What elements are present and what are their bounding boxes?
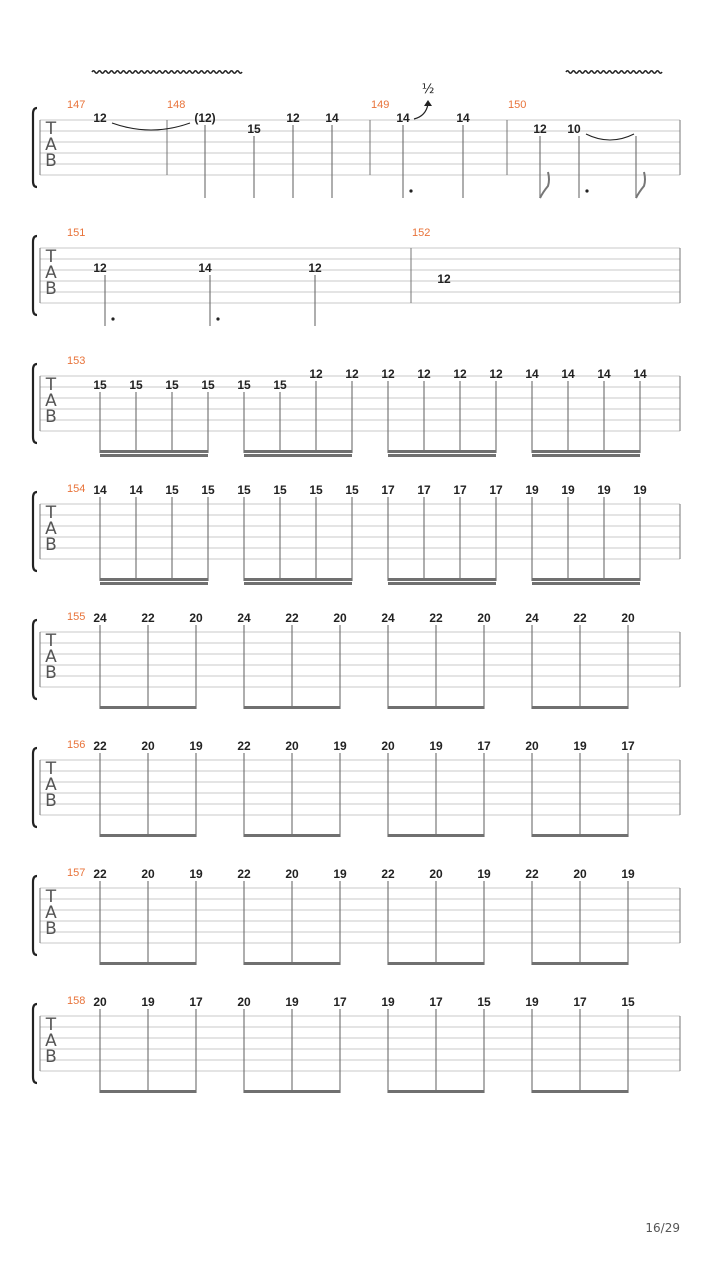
fret-number: 19 [333, 867, 347, 881]
system-bracket [33, 748, 37, 827]
fret-number: 20 [573, 867, 587, 881]
note-flag [540, 172, 549, 198]
fret-number: 17 [453, 483, 467, 497]
fret-number: 19 [633, 483, 647, 497]
fret-number: 12 [308, 261, 322, 275]
tab-clef-t: T [45, 247, 57, 267]
beam [100, 962, 196, 965]
fret-number: 22 [573, 611, 587, 625]
beam [100, 450, 208, 453]
fret-number: 24 [93, 611, 107, 625]
fret-number: 19 [429, 739, 443, 753]
fret-number: 19 [189, 739, 203, 753]
beam [244, 578, 352, 581]
measure-number: 156 [67, 739, 86, 751]
beam-secondary [100, 454, 208, 457]
beam-secondary [244, 454, 352, 457]
beam [388, 834, 484, 837]
augmentation-dot [216, 317, 219, 320]
fret-number: 17 [477, 739, 491, 753]
fret-number: 17 [417, 483, 431, 497]
tab-clef-a: A [45, 775, 57, 795]
fret-number: 14 [396, 111, 410, 125]
measure-number: 150 [508, 99, 527, 111]
fret-number: 15 [129, 378, 143, 392]
beam [244, 962, 340, 965]
measure-number: 158 [67, 995, 86, 1007]
fret-number: 19 [525, 483, 539, 497]
fret-number: 24 [525, 611, 539, 625]
measure-number: 151 [67, 227, 86, 239]
beam [100, 834, 196, 837]
fret-number: 22 [525, 867, 539, 881]
fret-number: 12 [93, 111, 107, 125]
fret-number: 19 [333, 739, 347, 753]
fret-number: 22 [285, 611, 299, 625]
page-number: 16/29 [645, 1221, 680, 1235]
fret-number: 20 [333, 611, 347, 625]
beam [388, 450, 496, 453]
fret-number: 17 [381, 483, 395, 497]
system-bracket [33, 1004, 37, 1083]
fret-number: 22 [93, 739, 107, 753]
tie-arc [586, 134, 634, 140]
augmentation-dot [409, 189, 412, 192]
fret-number: 19 [285, 995, 299, 1009]
note-flag [636, 172, 645, 198]
fret-number: 12 [533, 122, 547, 136]
fret-number: 15 [345, 483, 359, 497]
fret-number: 22 [429, 611, 443, 625]
beam-secondary [388, 582, 496, 585]
beam-secondary [388, 454, 496, 457]
measure-number: 147 [67, 99, 86, 111]
fret-number: 19 [381, 995, 395, 1009]
beam-secondary [532, 454, 640, 457]
tab-clef-a: A [45, 263, 57, 283]
fret-number: 14 [93, 483, 107, 497]
fret-number: 15 [165, 378, 179, 392]
bend-arrowhead [424, 100, 432, 106]
fret-number: 10 [567, 122, 581, 136]
tab-clef-b: B [45, 919, 57, 939]
fret-number: 20 [477, 611, 491, 625]
fret-number: 12 [417, 367, 431, 381]
tab-clef-b: B [45, 535, 57, 555]
beam [388, 706, 484, 709]
tab-clef-a: A [45, 519, 57, 539]
fret-number: 15 [247, 122, 261, 136]
fret-number: 15 [165, 483, 179, 497]
beam [532, 1090, 628, 1093]
beam [244, 450, 352, 453]
beam [244, 834, 340, 837]
fret-number: 17 [189, 995, 203, 1009]
fret-number: 20 [141, 867, 155, 881]
fret-number: 12 [489, 367, 503, 381]
fret-number: 12 [309, 367, 323, 381]
beam [244, 1090, 340, 1093]
system-bracket [33, 236, 37, 315]
fret-number: 15 [201, 378, 215, 392]
fret-number: 17 [621, 739, 635, 753]
tab-clef-t: T [45, 1015, 57, 1035]
fret-number: 17 [429, 995, 443, 1009]
fret-number: 14 [561, 367, 575, 381]
measure-number: 152 [412, 227, 431, 239]
fret-number: 14 [129, 483, 143, 497]
tab-clef-a: A [45, 903, 57, 923]
beam [532, 834, 628, 837]
fret-number: 22 [237, 867, 251, 881]
fret-number: 19 [573, 739, 587, 753]
fret-number: 14 [456, 111, 470, 125]
beam [388, 962, 484, 965]
system-bracket [33, 364, 37, 443]
tab-clef-t: T [45, 503, 57, 523]
system-bracket [33, 620, 37, 699]
fret-number: 15 [93, 378, 107, 392]
beam [532, 962, 628, 965]
fret-number: 19 [525, 995, 539, 1009]
measure-number: 149 [371, 99, 390, 111]
beam [532, 706, 628, 709]
fret-number: 14 [325, 111, 339, 125]
fret-number: 15 [273, 378, 287, 392]
fret-number: 24 [237, 611, 251, 625]
fret-number: 15 [309, 483, 323, 497]
fret-number: 17 [489, 483, 503, 497]
vibrato-line [92, 71, 242, 74]
fret-number: 22 [141, 611, 155, 625]
fret-number: 12 [437, 272, 451, 286]
fret-number: 19 [477, 867, 491, 881]
measure-number: 155 [67, 611, 86, 623]
system-bracket [33, 492, 37, 571]
fret-number: 22 [237, 739, 251, 753]
fret-number: 14 [198, 261, 212, 275]
tab-clef-a: A [45, 1031, 57, 1051]
system-bracket [33, 108, 37, 187]
augmentation-dot [585, 189, 588, 192]
fret-number: 12 [453, 367, 467, 381]
fret-number: 20 [621, 611, 635, 625]
fret-number: 14 [633, 367, 647, 381]
tab-clef-b: B [45, 1047, 57, 1067]
tab-clef-a: A [45, 647, 57, 667]
tab-clef-b: B [45, 279, 57, 299]
tab-clef-a: A [45, 135, 57, 155]
measure-number: 153 [67, 355, 86, 367]
fret-number: 14 [597, 367, 611, 381]
fret-number: 19 [189, 867, 203, 881]
bend-label: ½ [421, 82, 435, 97]
beam-secondary [100, 582, 208, 585]
fret-number: (12) [194, 111, 216, 125]
beam [388, 578, 496, 581]
tie-arc [112, 123, 190, 130]
fret-number: 20 [189, 611, 203, 625]
fret-number: 15 [621, 995, 635, 1009]
fret-number: 20 [93, 995, 107, 1009]
fret-number: 19 [141, 995, 155, 1009]
beam [100, 706, 196, 709]
fret-number: 17 [333, 995, 347, 1009]
fret-number: 19 [597, 483, 611, 497]
tab-clef-t: T [45, 119, 57, 139]
augmentation-dot [111, 317, 114, 320]
fret-number: 22 [93, 867, 107, 881]
fret-number: 15 [237, 483, 251, 497]
fret-number: 20 [285, 867, 299, 881]
beam [100, 578, 208, 581]
tab-clef-b: B [45, 791, 57, 811]
beam [100, 1090, 196, 1093]
fret-number: 19 [621, 867, 635, 881]
tab-clef-t: T [45, 631, 57, 651]
fret-number: 17 [573, 995, 587, 1009]
tab-clef-b: B [45, 407, 57, 427]
tab-clef-b: B [45, 663, 57, 683]
fret-number: 15 [201, 483, 215, 497]
beam-secondary [244, 582, 352, 585]
tab-clef-a: A [45, 391, 57, 411]
tab-clef-t: T [45, 759, 57, 779]
fret-number: 20 [381, 739, 395, 753]
fret-number: 15 [237, 378, 251, 392]
fret-number: 20 [285, 739, 299, 753]
vibrato-line [566, 71, 662, 74]
fret-number: 14 [525, 367, 539, 381]
fret-number: 12 [286, 111, 300, 125]
fret-number: 24 [381, 611, 395, 625]
fret-number: 19 [561, 483, 575, 497]
fret-number: 15 [273, 483, 287, 497]
measure-number: 157 [67, 867, 86, 879]
fret-number: 20 [141, 739, 155, 753]
beam [244, 706, 340, 709]
tab-clef-t: T [45, 375, 57, 395]
beam [532, 450, 640, 453]
beam [532, 578, 640, 581]
bend-arrow [414, 104, 428, 119]
fret-number: 20 [429, 867, 443, 881]
measure-number: 154 [67, 483, 86, 495]
fret-number: 12 [345, 367, 359, 381]
tab-clef-t: T [45, 887, 57, 907]
fret-number: 22 [381, 867, 395, 881]
fret-number: 20 [525, 739, 539, 753]
fret-number: 15 [477, 995, 491, 1009]
fret-number: 12 [93, 261, 107, 275]
fret-number: 12 [381, 367, 395, 381]
fret-number: 20 [237, 995, 251, 1009]
measure-number: 148 [167, 99, 186, 111]
beam-secondary [532, 582, 640, 585]
tab-clef-b: B [45, 151, 57, 171]
beam [388, 1090, 484, 1093]
system-bracket [33, 876, 37, 955]
